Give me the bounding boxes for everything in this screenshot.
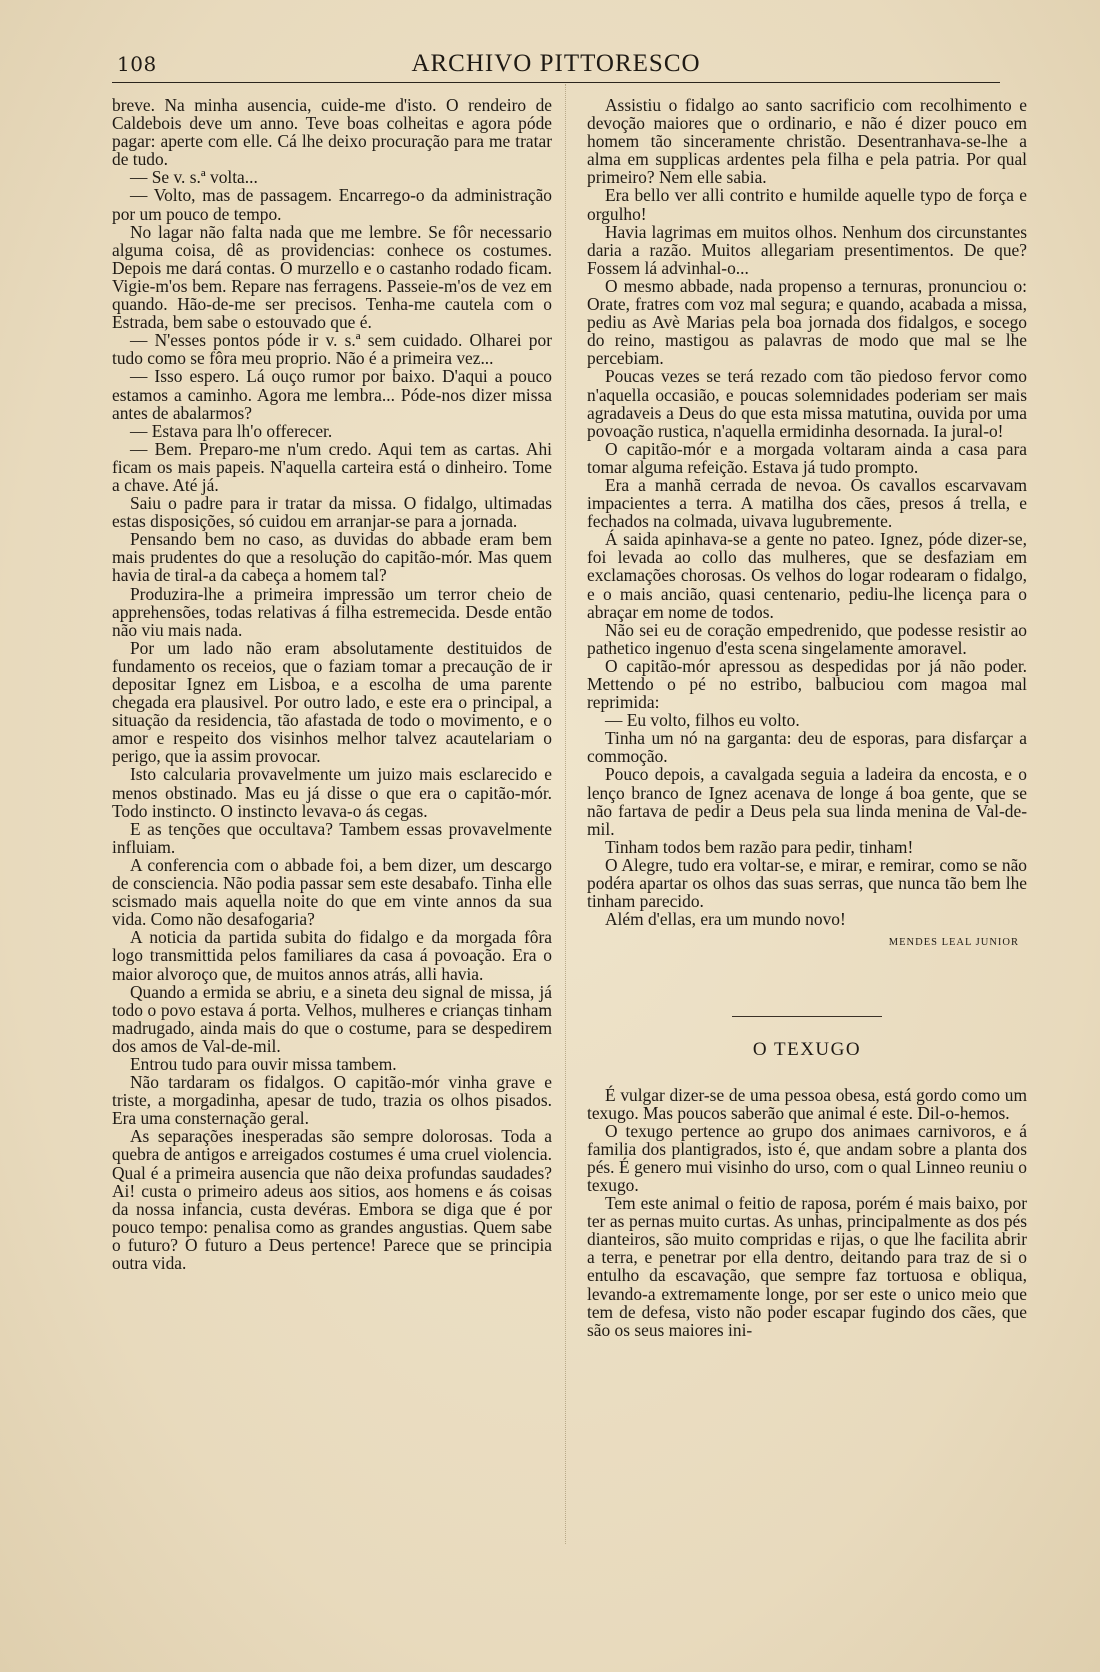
paragraph: O Alegre, tudo era voltar-se, e mirar, e remirar, como se não podéra apartar os olhos das suas serras, que nunca tão bem lhe tinham parecido.	[587, 854, 1027, 912]
paragraph: O capitão-mór apressou as despedidas por já não poder. Mettendo o pé no estribo, balbuciou com magoa mal reprimida:	[587, 655, 1027, 713]
author-signature: MENDES LEAL JUNIOR	[888, 937, 1019, 949]
paragraph: Saiu o padre para ir tratar da missa. O fidalgo, ultimadas estas disposições, só cuidou em arranjar-se para a jornada.	[112, 493, 552, 532]
paragraph: O mesmo abbade, nada propenso a ternuras, pronunciou o: Orate, fratres com voz mal segura; e quando, acabada a missa, pediu as Avè Marias pela boa jornada dos fidalgos, e socego do reino, mastigou as palavras de modo que mal se lhe percebiam.	[587, 275, 1027, 369]
left-column	[112, 96, 552, 1566]
paragraph: breve. Na minha ausencia, cuide-me d'isto. O rendeiro de Caldebois deve um anno. Teve boas colheitas e agora póde pagar: aperte com elle. Cá lhe deixo procuração para me tratar de tudo.	[112, 96, 552, 170]
paragraph: Não tardaram os fidalgos. O capitão-mór vinha grave e triste, a morgadinha, apesar de tudo, trazia os olhos pisados. Era uma consternação geral.	[112, 1072, 552, 1129]
paragraph: — Estava para lh'o offerecer.	[130, 420, 333, 441]
paragraph: Tinha um nó na garganta: deu de esporas, para disfarçar a commoção.	[587, 728, 1027, 767]
paragraph: No lagar não falta nada que me lembre. Se fôr necessario alguma coisa, dê as providencias: conhece os costumes. Depois me dará contas. O murzello e o castanho rodado ficam. Vigie-m'os bem. Repare nas ferragens. Passeie-m'os de vez em quando. Hão-de-me ser precisos. Tenha-me cautela com o Estrada, bem sabe o estouvado que é.	[112, 221, 552, 333]
paragraph: As separações inesperadas são sempre dolorosas. Toda a quebra de antigos e arreigados costumes é uma cruel violencia. Qual é a primeira ausencia que não deixa profundas saudades? Ai! custa o primeiro adeus aos sitios, aos homens e ás coisas da nossa infancia, custa devéras. Embora se diga que é por pouco tempo: penalisa como as grandes angustias. Quem sabe o futuro? O futuro a Deus pertence! Parece que se principia outra vida.	[112, 1126, 552, 1273]
paragraph: Entrou tudo para ouvir missa tambem.	[130, 1053, 397, 1074]
paragraph: Produzira-lhe a primeira impressão um terror cheio de apprehensões, todas relativas á filha estremecida. Desde então não viu mais nada.	[112, 583, 552, 640]
paragraph: — N'esses pontos póde ir v. s.ª sem cuidado. Olharei por tudo como se fôra meu proprio. Não é a primeira vez...	[112, 330, 552, 369]
paragraph: Não sei eu de coração empedrenido, que podesse resistir ao pathetico ingenuo d'esta scena singelamente amoravel.	[587, 619, 1027, 658]
paragraph: O capitão-mór e a morgada voltaram ainda a casa para tomar alguma refeição. Estava já tudo prompto.	[587, 438, 1027, 477]
paragraph: Pouco depois, a cavalgada seguia a ladeira da encosta, e o lenço branco de Ignez acenava de longe á boa gente, que se não fartava de pedir a Deus pela sua linda menina de Val-de-mil.	[587, 764, 1027, 839]
right-column-story	[587, 96, 1027, 928]
paragraph: Pensando bem no caso, as duvidas do abbade eram bem mais prudentes do que a resolução do capitão-mór. Mas quem havia de tiral-a da cabeça a homem tal?	[112, 529, 552, 586]
paragraph: — Eu volto, filhos eu volto.	[605, 710, 800, 731]
paragraph: Poucas vezes se terá rezado com tão piedoso fervor como n'aquella occasião, e poucas solemnidades poderiam ser mais agradaveis a Deus do que esta missa matutina, ouvida por uma povoação rustica, n'aquella ermidinha desornada. Ia jural-o!	[587, 366, 1027, 441]
paragraph: Era a manhã cerrada de nevoa. Os cavallos escarvavam impacientes a terra. A matilha dos cães, presos á trella, e fechados na colmada, uivava lugubremente.	[587, 474, 1027, 532]
paragraph: Havia lagrimas em muitos olhos. Nenhum dos circunstantes daria a razão. Muitos allegariam presentimentos. De que? Fossem lá advinhal-o...	[587, 221, 1027, 278]
running-title: ARCHIVO PITTORESCO	[411, 50, 701, 77]
header-rule	[112, 82, 1000, 83]
section-title: O TEXUGO	[752, 1039, 862, 1061]
paragraph: — Isso espero. Lá ouço rumor por baixo. D'aqui a pouco estamos a caminho. Agora me lembra... Póde-nos dizer missa antes de abalarmos?	[112, 366, 552, 423]
paragraph: A conferencia com o abbade foi, a bem dizer, um descargo de consciencia. Não podia passar sem este desabafo. Tinha elle scismado mais aquella noite do que em vinte annos da sua vida. Como não desafogaria?	[112, 854, 552, 930]
paragraph: Além d'ellas, era um mundo novo!	[605, 909, 846, 930]
section-separator	[732, 1016, 882, 1017]
paragraph: Assistiu o fidalgo ao santo sacrificio com recolhimento e devoção maiores que o ordinario, e não é dizer pouco em homem tão sinceramente christão. Desentranhava-se-lhe a alma em supplicas ardentes pela filha e pela patria. Por qual primeiro? Nem elle sabia.	[587, 96, 1027, 188]
paragraph: A noticia da partida subita do fidalgo e da morgada fôra logo transmittida pelos familiares da casa á povoação. Era o maior alvoroço que, de muitos annos atrás, alli havia.	[112, 927, 552, 984]
paragraph: Isto calcularia provavelmente um juizo mais esclarecido e menos obstinado. Mas eu já disse o que era o capitão-mór. Todo instincto. O instincto levava-o ás cegas.	[112, 764, 552, 821]
paragraph: — Se v. s.ª volta...	[130, 167, 258, 188]
paragraph: Quando a ermida se abriu, e a sineta deu signal de missa, já todo o povo estava á porta. Velhos, mulheres e crianças tinham madrugado, ainda mais do que o costume, para se despedirem dos amos de Val-de-mil.	[112, 981, 552, 1056]
paragraph: — Bem. Preparo-me n'um credo. Aqui tem as cartas. Ahi ficam os mais papeis. N'aquella carteira está o dinheiro. Tome a chave. Até já.	[112, 438, 552, 495]
page-header	[112, 48, 1000, 80]
paragraph: Tinham todos bem razão para pedir, tinham!	[605, 836, 914, 857]
paragraph: Por um lado não eram absolutamente destituidos de fundamento os receios, que o faziam tomar a precaução de ir depositar Ignez em Lisboa, e a escolha de uma parente chegada era plausivel. Por outro lado, e este era o principal, a situação da residencia, tão afastada de todo o movimento, e o amor e respeito dos visinhos melhor talvez acautelariam o perigo, que ia assim provocar.	[112, 637, 552, 767]
column-divider	[565, 84, 566, 1544]
paragraph: Á saida apinhava-se a gente no pateo. Ignez, póde dizer-se, foi levada ao collo das mulheres, que se desfaziam em exclamações chorosas. Os velhos do logar rodearam o fidalgo, e o mais ancião, quasi centenario, pediu-lhe licença para o abraçar em nome de todos.	[587, 529, 1027, 622]
paragraph: Era bello ver alli contrito e humilde aquelle typo de força e orgulho!	[587, 185, 1027, 224]
paragraph: Tem este animal o feitio de raposa, porém é mais baixo, por ter as pernas muito curtas. As unhas, principalmente as dos pés dianteiros, são muito compridas e rijas, o que lhe facilita abrir a terra, e penetrar por ella dentro, deitando para traz de si o entulho da escavação, que sempre faz tortuosa e obliqua, levando-a extremamente longe, por ser este o unico meio que tem de defesa, visto não poder escapar fugindo dos cães, que são os seus maiores ini-	[587, 1193, 1027, 1340]
paragraph: E as tenções que occultava? Tambem essas provavelmente influiam.	[112, 818, 552, 857]
paragraph: — Volto, mas de passagem. Encarrego-o da administração por um pouco de tempo.	[112, 185, 552, 224]
paragraph: É vulgar dizer-se de uma pessoa obesa, está gordo como um texugo. Mas poucos saberão que animal é este. Dil-o-hemos.	[587, 1084, 1027, 1123]
paragraph: O texugo pertence ao grupo dos animaes carnivoros, e á familia dos plantigrados, isto é, que andam sobre a planta dos pés. É genero mui visinho do urso, com o qual Linneo reuniu o texugo.	[587, 1120, 1027, 1195]
section-body	[587, 1086, 1027, 1339]
page-number: 108	[117, 52, 157, 76]
right-column	[587, 96, 1027, 1566]
